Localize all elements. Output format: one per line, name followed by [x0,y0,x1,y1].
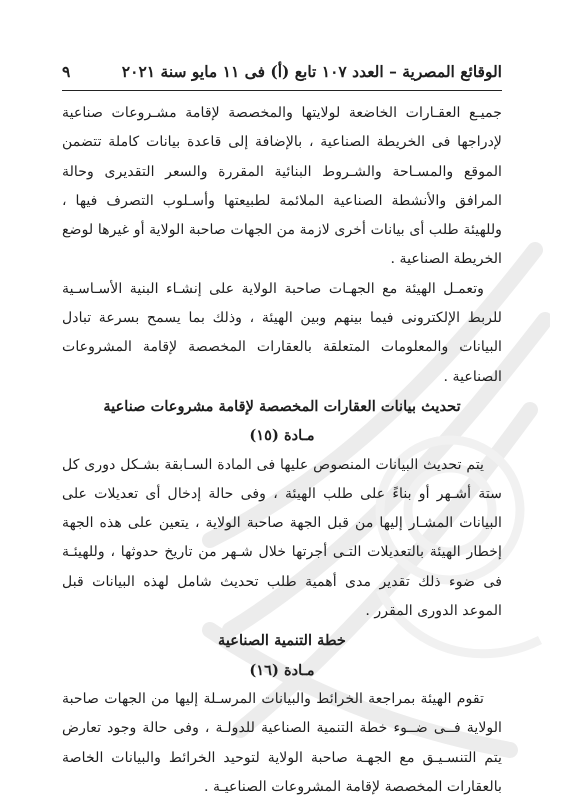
document-body [62,99,502,802]
paragraph-2: وتعمـل الهيئة مع الجهـات صاحبة الولاية على إنشـاء البنية الأسـاسـية للربط الإلكترونى فيما بينهم وبين الهيئة ، وذلك بما يسمح بسرعة تبادل البيانات والمعلومات المتعلقة بالعقارات المخصصة لإقامة المشروعات الصناعية . [62,280,502,385]
section-heading-2: خطة التنمية الصناعية [218,632,346,650]
page-header [62,62,502,86]
paragraph-1: جميـع العقـارات الخاضعة لولايتها والمخصصة لإقامة مشـروعات صناعية لإدراجها فى الخريطة الصناعية ، بالإضافة إلى قاعدة بيانات كاملة تتضمن الموقع والمسـاحة والشـروط البنائية المقررة والسعر التقديرى وحالة المرافق والأنشطة الصناعية الملائمة لطبيعتها وأسـلوب التصرف فيها ، وللهيئة طلب أى بيانات أخرى لازمة من الجهات صاحبة الولاية أو غيرها لوضع الخريطة الصناعية . [62,105,502,268]
article-15-title: مـادة (١٥) [249,427,315,445]
page-number: ٩ [62,62,71,81]
header-divider [62,90,502,91]
header-title: الوقائع المصرية – العدد ١٠٧ تابع (أ) فى ١١ مايو سنة ٢٠٢١ [121,62,502,81]
paragraph-3: يتم تحديث البيانات المنصوص عليها فى المادة السـابقة بشـكل دورى كل ستة أشـهر أو بناءً على طلب الهيئة ، وفى حالة إدخال أى تعديلات على البيانات المشـار إليها من قبل الجهة صاحبة الولاية ، يتعين على هذه الجهة إخطار الهيئة بالتعديلات التـى أجرتها خلال شـهر من تاريخ حدوثها ، وللهيئـة فى ضوء ذلك تقدير مدى أهمية طلب تحديث شامل لهذه البيانات قبل الموعد الدورى المقرر . [62,456,502,620]
article-16-title: مـادة (١٦) [249,661,315,679]
section-heading-1: تحديث بيانات العقارات المخصصة لإقامة مشروعات صناعية [103,397,461,415]
paragraph-4: تقوم الهيئة بمراجعة الخرائط والبيانات المرسـلة إليها من الجهات صاحبة الولاية فــى ضــوء خطة التنمية الصناعية للدولـة ، وفى حالة وجود تعارض يتم التنسـيـق مع الجهـة صاحبة الولاية لتوحيد الخرائط والبيانات الخاصة بالعقارات المخصصة لإقامة المشروعات الصناعيـة . [62,690,502,795]
